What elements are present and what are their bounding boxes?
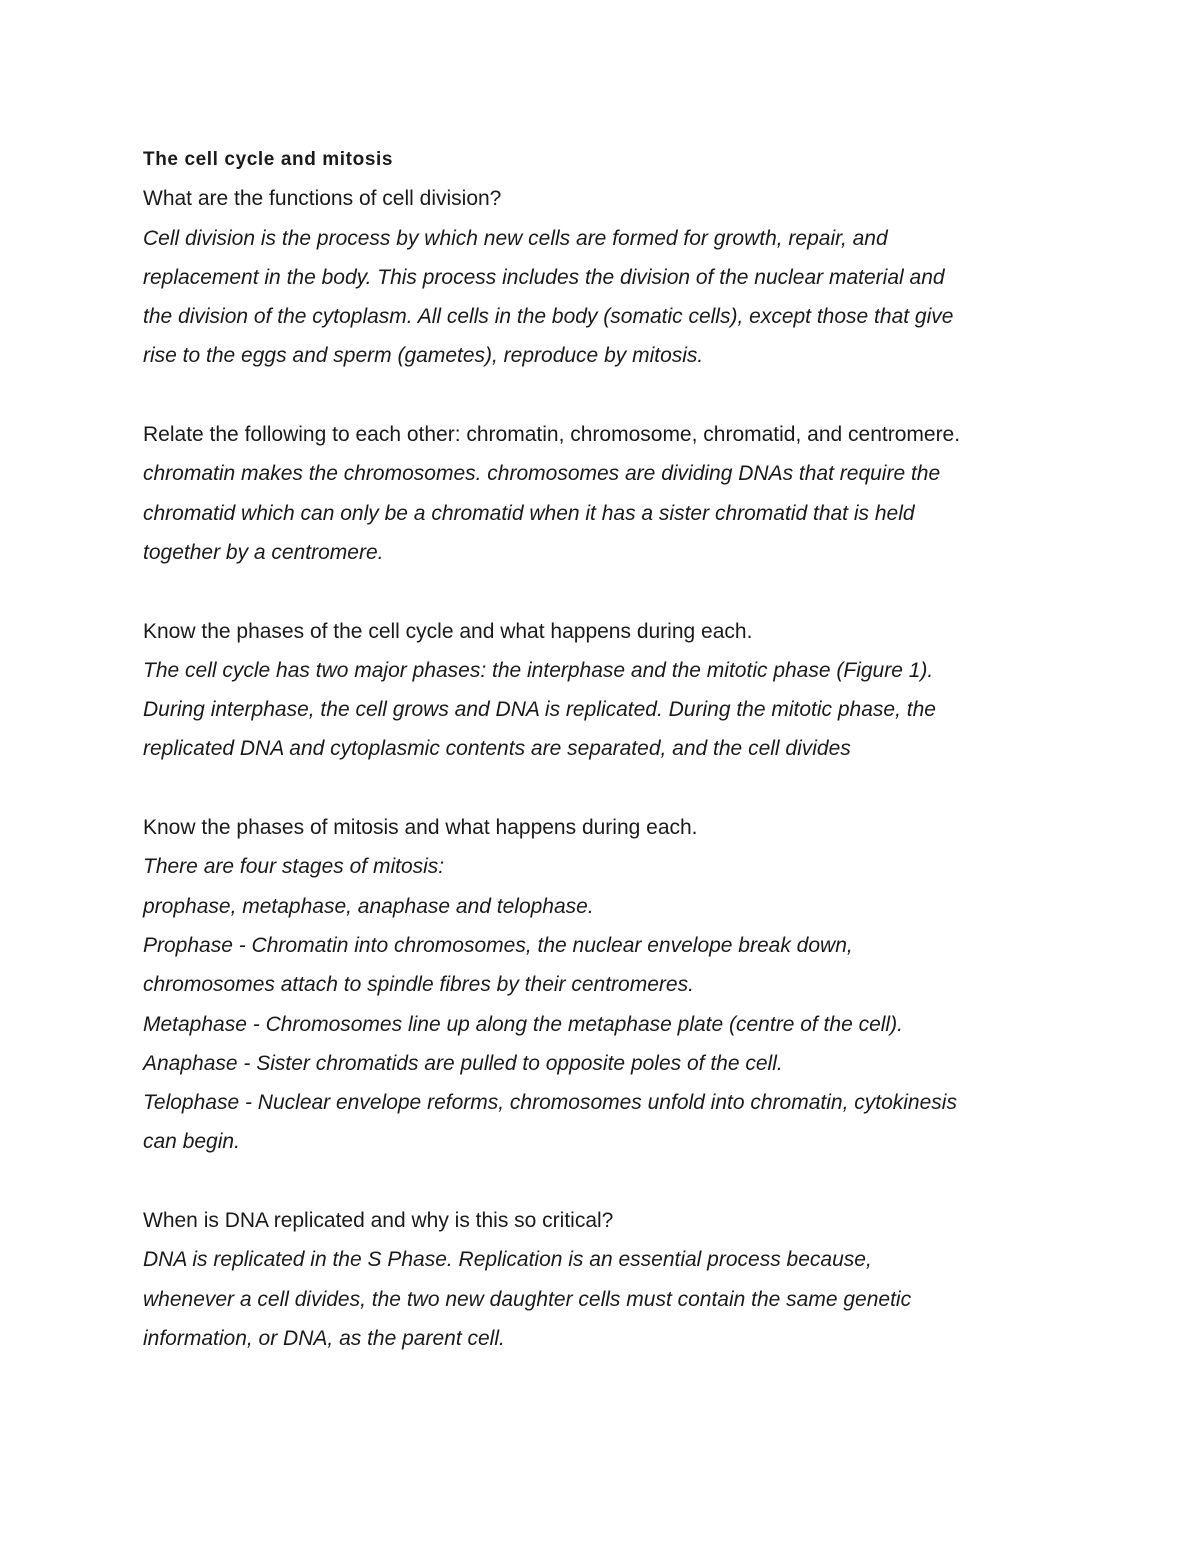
section-question: Relate the following to each other: chromatin, chromosome, chromatid, and centromere.	[143, 423, 961, 447]
answer-line: The cell cycle has two major phases: the interphase and the mitotic phase (Figure 1).	[143, 658, 934, 682]
answer-line: can begin.	[143, 1130, 240, 1154]
answer-line: During interphase, the cell grows and DNA is replicated. During the mitotic phase, the	[143, 698, 936, 722]
answer-line: chromatid which can only be a chromatid when it has a sister chromatid that is held	[143, 501, 915, 525]
answer-line: the division of the cytoplasm. All cells in the body (somatic cells), except those that give	[143, 305, 954, 329]
answer-line: DNA is replicated in the S Phase. Replication is an essential process because,	[143, 1248, 872, 1272]
answer-line: replicated DNA and cytoplasmic contents are separated, and the cell divides	[143, 737, 851, 761]
answer-line: chromatin makes the chromosomes. chromosomes are dividing DNAs that require the	[143, 462, 941, 486]
answer-line: Metaphase - Chromosomes line up along the metaphase plate (centre of the cell).	[143, 1012, 903, 1036]
answer-line: Anaphase - Sister chromatids are pulled to opposite poles of the cell.	[143, 1051, 783, 1075]
answer-line: Telophase - Nuclear envelope reforms, chromosomes unfold into chromatin, cytokinesis	[143, 1091, 957, 1115]
answer-line: There are four stages of mitosis:	[143, 855, 445, 879]
answer-line: together by a centromere.	[143, 540, 384, 564]
answer-line: information, or DNA, as the parent cell.	[143, 1326, 505, 1350]
answer-line: rise to the eggs and sperm (gametes), reproduce by mitosis.	[143, 344, 704, 368]
section-question: Know the phases of the cell cycle and what happens during each.	[143, 619, 753, 643]
section-gap	[143, 769, 1083, 808]
document-body	[143, 140, 1083, 1358]
section-gap	[143, 376, 1083, 415]
answer-line: Prophase - Chromatin into chromosomes, the nuclear envelope break down,	[143, 933, 853, 957]
section-question: What are the functions of cell division?	[143, 187, 502, 211]
answer-line: whenever a cell divides, the two new daughter cells must contain the same genetic	[143, 1287, 912, 1311]
section-gap	[143, 1162, 1083, 1201]
answer-line: replacement in the body. This process includes the division of the nuclear material and	[143, 265, 945, 289]
section-question: Know the phases of mitosis and what happens during each.	[143, 816, 698, 840]
answer-line: chromosomes attach to spindle fibres by their centromeres.	[143, 973, 694, 997]
document-title: The cell cycle and mitosis	[143, 149, 394, 170]
section-gap	[143, 572, 1083, 611]
answer-line: prophase, metaphase, anaphase and telophase.	[143, 894, 594, 918]
section-question: When is DNA replicated and why is this so critical?	[143, 1209, 614, 1233]
answer-line: Cell division is the process by which new cells are formed for growth, repair, and	[143, 226, 888, 250]
